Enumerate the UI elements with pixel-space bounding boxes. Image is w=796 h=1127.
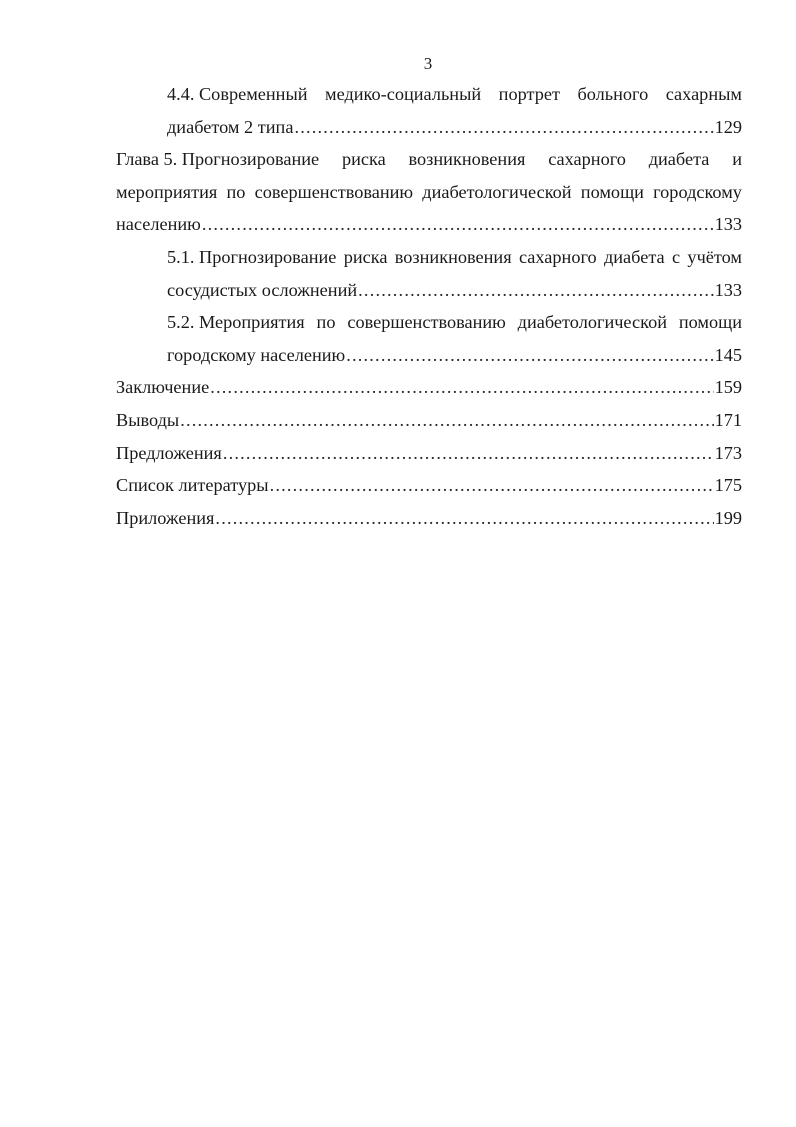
toc-entry-4-4-line-1: 4.4. Современный медико-социальный портрет больного сахарным	[167, 84, 742, 104]
toc-page-number: 133	[714, 279, 742, 300]
toc-entry-appendices[interactable]	[116, 502, 742, 535]
dot-leader	[223, 437, 714, 470]
toc-entry-text: диабетом 2 типа	[167, 116, 294, 137]
dot-leader	[294, 111, 713, 144]
dot-leader	[180, 404, 713, 437]
toc-entry-conclusion[interactable]	[116, 371, 742, 404]
page-number: 3	[423, 54, 433, 73]
dot-leader	[358, 274, 713, 307]
toc-entry-chapter-5-line-2: мероприятия по совершенствованию диабетологической помощи городскому	[116, 181, 742, 202]
toc-entry-5-1-line-2[interactable]	[116, 274, 742, 307]
toc-entry-findings[interactable]	[116, 404, 742, 437]
toc-entry-text: Заключение	[116, 377, 210, 398]
table-of-contents	[116, 78, 742, 534]
toc-entry-chapter-5-line-3[interactable]	[116, 208, 742, 241]
toc-entry-references[interactable]	[116, 469, 742, 502]
toc-entry-text: городскому населению	[167, 344, 346, 365]
toc-page-number: 133	[714, 214, 742, 235]
toc-entry-5-1-line-1: 5.1. Прогнозирование риска возникновения сахарного диабета с учётом	[167, 246, 742, 267]
toc-page-number: 145	[714, 344, 742, 365]
toc-page-number: 173	[714, 442, 742, 463]
dot-leader	[202, 208, 714, 241]
toc-entry-4-4-line-2[interactable]	[116, 111, 742, 144]
toc-entry-text: населению	[116, 214, 201, 235]
toc-entry-text: сосудистых осложнений	[167, 279, 358, 300]
dot-leader	[270, 469, 714, 502]
dot-leader	[346, 339, 713, 372]
toc-entry-proposals[interactable]	[116, 437, 742, 470]
toc-page-number: 129	[714, 116, 742, 137]
toc-page-number: 171	[714, 409, 742, 430]
toc-entry-chapter-5-line-1: Глава 5. Прогнозирование риска возникновения сахарного диабета и	[116, 149, 742, 170]
dot-leader	[215, 502, 713, 535]
toc-page-number: 159	[714, 377, 742, 398]
toc-entry-5-2-line-2[interactable]	[116, 339, 742, 372]
toc-entry-5-2-line-1: 5.2. Мероприятия по совершенствованию диабетологической помощи	[167, 312, 742, 333]
toc-page-number: 199	[714, 507, 742, 528]
dot-leader	[210, 371, 713, 404]
toc-page-number: 175	[714, 475, 742, 496]
toc-entry-text: Список литературы	[116, 475, 269, 496]
toc-entry-text: Приложения	[116, 507, 215, 528]
toc-entry-text: Предложения	[116, 442, 222, 463]
toc-entry-text: Выводы	[116, 409, 180, 430]
